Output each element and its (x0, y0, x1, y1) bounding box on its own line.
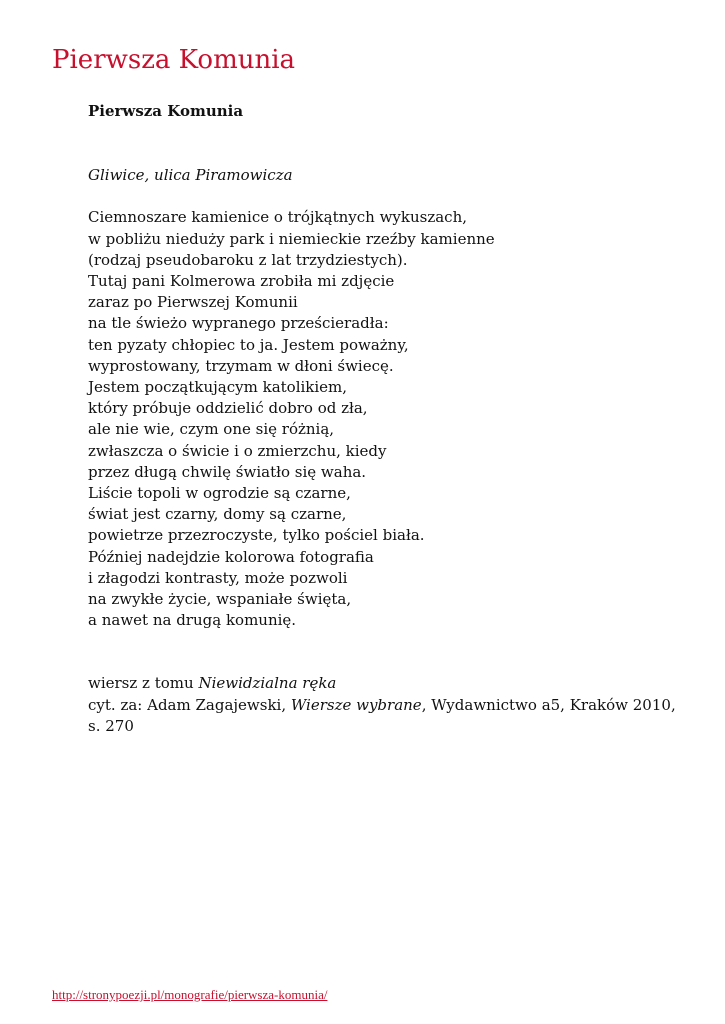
verse-line: Tutaj pani Kolmerowa zrobiła mi zdjęcie (88, 272, 395, 290)
source-volume-prefix: wiersz z tomu (88, 674, 199, 693)
footer-url-link[interactable]: http://stronypoezji.pl/monografie/pierwsza-komunia/ (52, 987, 328, 1002)
verse-line: w pobliżu nieduży park i niemieckie rzeźby kamienne (88, 229, 495, 248)
verse-line: przez długą chwilę światło się waha. (88, 462, 367, 481)
verse-line: zaraz po Pierwszej Komunii (88, 293, 298, 312)
source-citation (88, 673, 688, 737)
verse-line: zwłaszcza o świcie i o zmierzchu, kiedy (88, 441, 387, 460)
citation-book-title: Wiersze wybrane (290, 695, 422, 714)
poem-content (88, 99, 688, 737)
verse-line: który próbuje oddzielić dobro od zła, (88, 399, 368, 418)
source-volume-line (88, 673, 688, 694)
verse-line: na zwykłe życie, wspaniałe święta, (88, 590, 352, 609)
verse-line: powietrze przezroczyste, tylko pościel biała. (88, 526, 425, 545)
verse-line: wyprostowany, trzymam w dłoni świecę. (88, 356, 394, 375)
verse-line: Później nadejdzie kolorowa fotografia (88, 547, 374, 566)
verse-line: (rodzaj pseudobaroku z lat trzydziestych). (88, 250, 408, 269)
verse-line: a nawet na drugą komunię. (88, 611, 297, 630)
verse-line: Liście topoli w ogrodzie są czarne, (88, 484, 351, 503)
verse-line: Jestem początkującym katolikiem, (88, 378, 348, 397)
poem-title: Pierwsza Komunia (88, 102, 244, 120)
poem-verses (88, 207, 688, 631)
page-title: Pierwsza Komunia (52, 45, 296, 75)
citation-prefix: cyt. za: Adam Zagajewski, (88, 695, 291, 714)
verse-line: ale nie wie, czym one się różnią, (88, 420, 335, 439)
verse-line: na tle świeżo wypranego prześcieradła: (88, 314, 389, 333)
poem-place: Gliwice, ulica Piramowicza (88, 166, 293, 184)
verse-line: i złagodzi kontrasty, może pozwoli (88, 568, 348, 587)
verse-line: świat jest czarny, domy są czarne, (88, 505, 347, 524)
verse-line: ten pyzaty chłopiec to ja. Jestem poważny, (88, 335, 409, 354)
source-volume-title: Niewidzialna ręka (198, 674, 337, 693)
citation-suffix: , Wydawnictwo a5, Kraków 2010, s. 270 (88, 695, 676, 735)
source-citation-line (88, 695, 688, 737)
verse-line: Ciemnoszare kamienice o trójkątnych wykuszach, (88, 208, 467, 227)
